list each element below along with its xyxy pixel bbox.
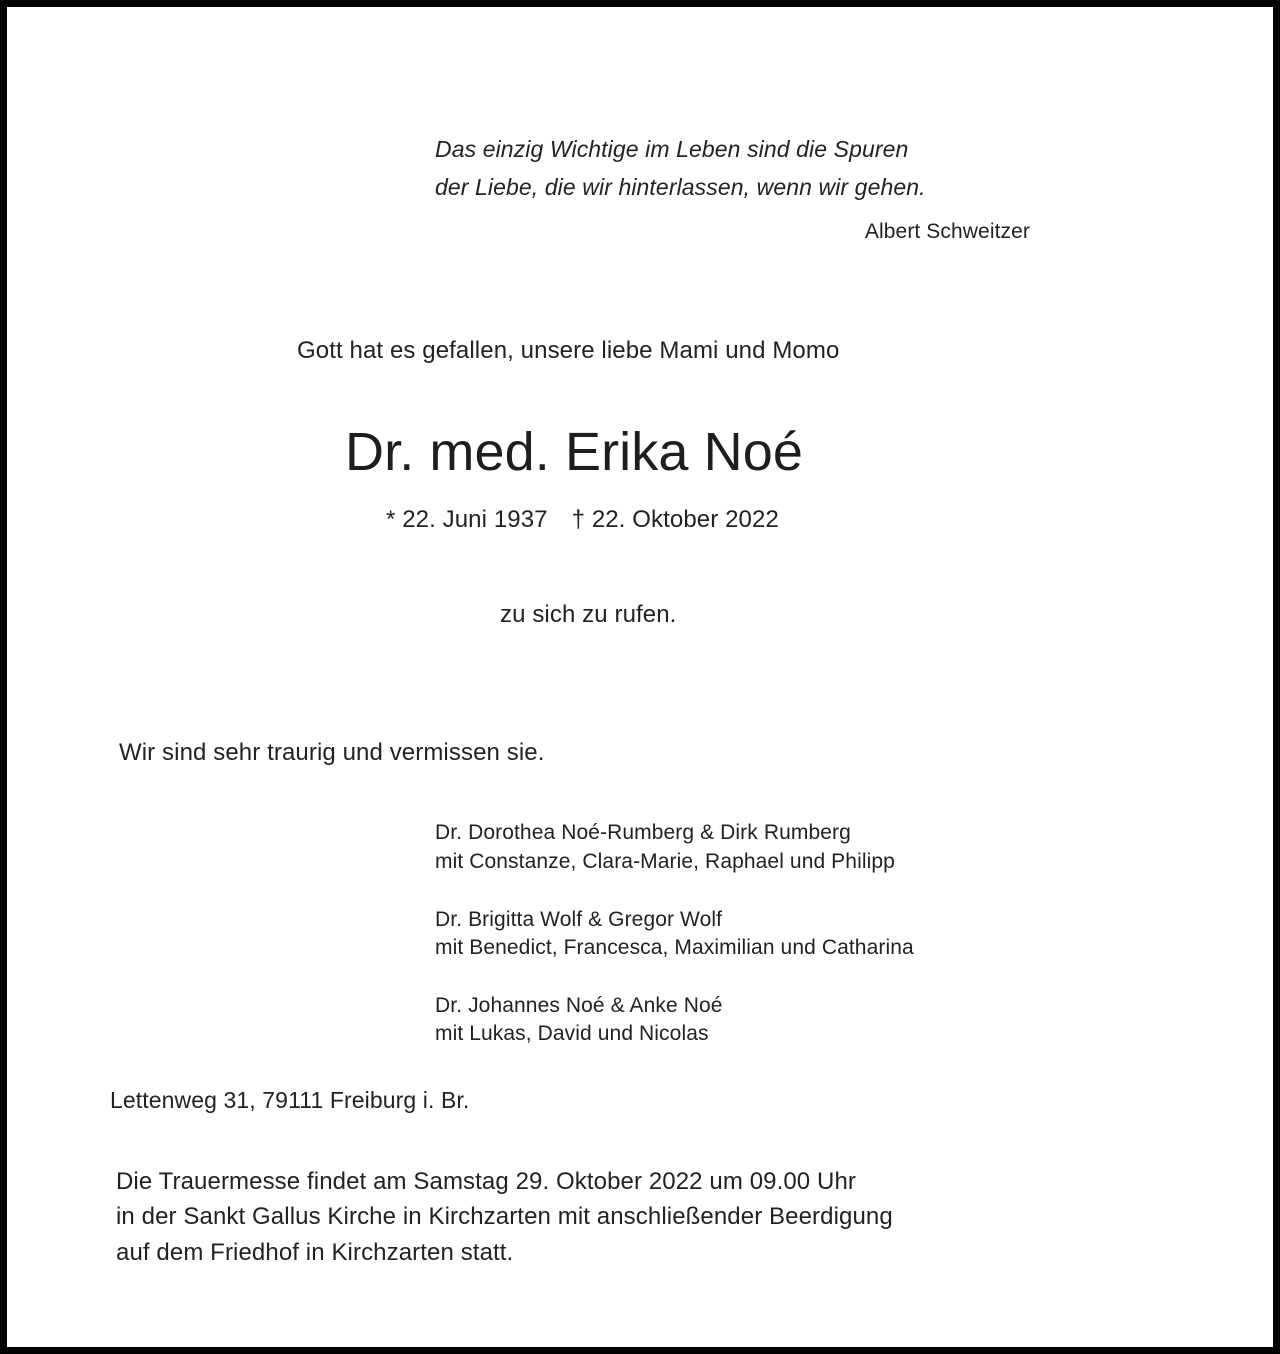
- death-date: † 22. Oktober 2022: [571, 506, 779, 533]
- family-2-parents: Dr. Brigitta Wolf & Gregor Wolf: [435, 908, 723, 931]
- birth-date: * 22. Juni 1937: [386, 506, 548, 533]
- motto-line-2: der Liebe, die wir hinterlassen, wenn wir gehen.: [435, 174, 926, 200]
- deceased-name: Dr. med. Erika Noé: [345, 422, 803, 482]
- service-line-1: Die Trauermesse findet am Samstag 29. Oktober 2022 um 09.00 Uhr: [116, 1168, 856, 1195]
- service-line-2: in der Sankt Gallus Kirche in Kirchzarten mit anschließender Beerdigung: [116, 1203, 893, 1230]
- motto-line-1: Das einzig Wichtige im Leben sind die Spuren: [435, 136, 909, 162]
- service-line-3: auf dem Friedhof in Kirchzarten statt.: [116, 1239, 514, 1266]
- family-1-parents: Dr. Dorothea Noé-Rumberg & Dirk Rumberg: [435, 821, 851, 844]
- motto-author: Albert Schweitzer: [864, 220, 1030, 243]
- address: Lettenweg 31, 79111 Freiburg i. Br.: [110, 1087, 470, 1113]
- family-3-children: mit Lukas, David und Nicolas: [435, 1022, 709, 1045]
- family-2-children: mit Benedict, Francesca, Maximilian und Catharina: [435, 936, 914, 959]
- intro-text: Gott hat es gefallen, unsere liebe Mami und Momo: [297, 337, 840, 364]
- closing-text: zu sich zu rufen.: [500, 601, 677, 628]
- family-3-parents: Dr. Johannes Noé & Anke Noé: [435, 994, 723, 1017]
- family-1-children: mit Constanze, Clara-Marie, Raphael und Philipp: [435, 850, 895, 873]
- life-dates: [386, 508, 779, 532]
- mourning-text: Wir sind sehr traurig und vermissen sie.: [119, 739, 545, 766]
